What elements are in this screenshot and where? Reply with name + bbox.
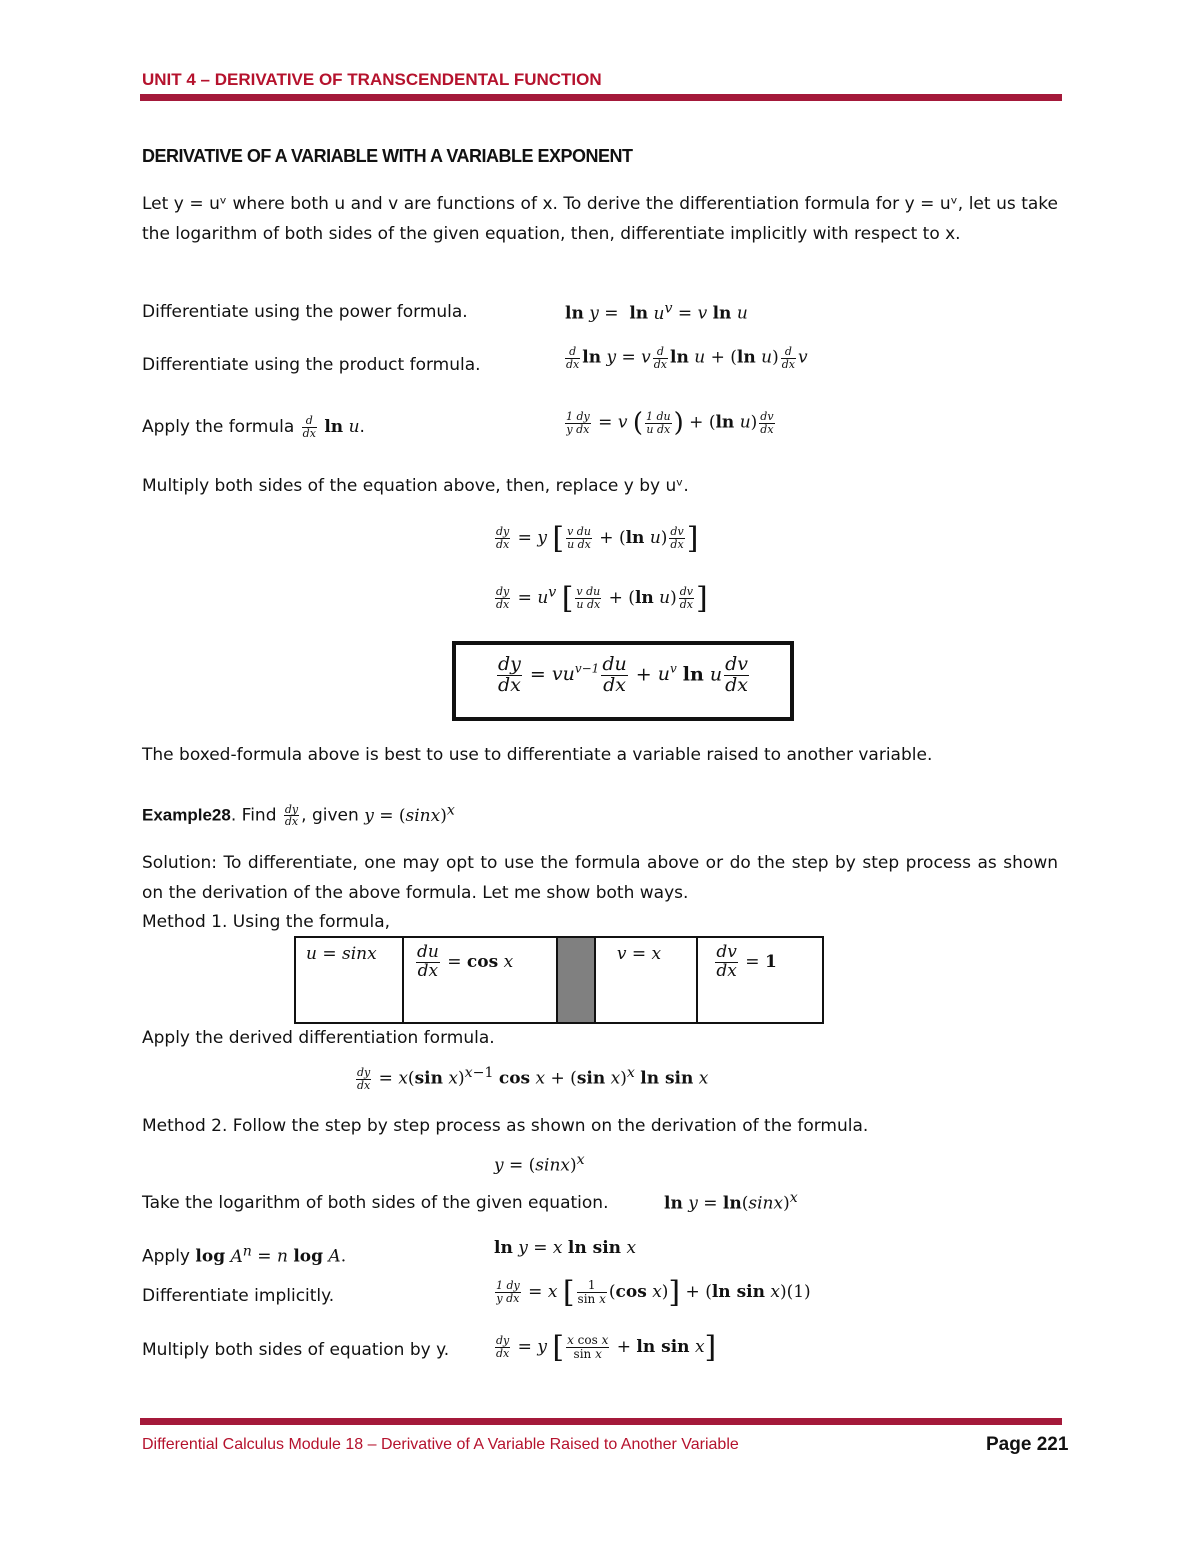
cell-separator xyxy=(557,937,595,1023)
method2-label: Method 2. Follow the step by step process as shown on the derivation of the formula. xyxy=(142,1116,869,1136)
method2-step3-label: Differentiate implicitly. xyxy=(142,1286,335,1306)
derivation-step2-label: Differentiate using the product formula. xyxy=(142,355,481,375)
apply-formula-label: Apply the derived differentiation formula. xyxy=(142,1028,495,1048)
example-label: Example28 xyxy=(142,805,231,825)
intro-paragraph: Let y = uᵛ where both u and v are functions of x. To derive the differentiation formula for y = uᵛ, let us take the logarithm of both sides of the given equation, then, differentiate implicitly with respect to x. xyxy=(142,194,1058,244)
header-rule xyxy=(140,94,1062,101)
substitution-table xyxy=(294,936,824,1024)
derivation-step3-label: Apply the formula $\frac{d}{dx}$ ln u. xyxy=(142,413,365,440)
derivation-step4-label: Multiply both sides of the equation above, then, replace y by uᵛ. xyxy=(142,476,689,496)
footer-module-text: Differential Calculus Module 18 – Derivative of A Variable Raised to Another Variable xyxy=(142,1436,739,1453)
derivation-step1-eq: $\ln y = \ln u^v = v$ ln u xyxy=(565,300,748,324)
method2-step2-eq: ln y = x ln sin x xyxy=(494,1238,637,1258)
cell-du: $\frac{du}{dx}$ = cos x xyxy=(403,937,557,1023)
section-title: DERIVATIVE OF A VARIABLE WITH A VARIABLE EXPONENT xyxy=(142,146,633,166)
method2-step2-label: Apply $\log A^n = n$ log A. xyxy=(142,1243,347,1267)
boxed-formula-note: The boxed-formula above is best to use to differentiate a variable raised to another variable. xyxy=(142,745,933,765)
method2-step4-eq: $\frac{dy}{dx}$ = y [ $\frac{\text{x cos x}}{\text{sin x}}$ + ln sin x] xyxy=(496,1330,717,1365)
solution-paragraph: Solution: To differentiate, one may opt to use the formula above or do the step by step process as shown on the derivation of the above formula. Let me show both ways. xyxy=(142,853,1058,903)
derivation-step2-eq: $\frac{d}{dx}$ ln y = v $\frac{d}{dx}$ ln u + (ln u) $\frac{d}{dx}$ v xyxy=(566,345,808,371)
derivation-step1-label: Differentiate using the power formula. xyxy=(142,302,468,322)
cell-v: v = x xyxy=(595,937,697,1023)
page-number: Page 221 xyxy=(986,1434,1069,1455)
example-heading: Example28. Find $\frac{dy}{dx}$ , given $y = (\sin x)^x$ xyxy=(142,802,455,829)
boxed-formula: $\frac{dy}{dx}$ = $vu^{v-1}$ $\frac{du}{dx}$ + $u^v$ ln u $\frac{dv}{dx}$ xyxy=(452,641,794,721)
cell-u: u = sinx xyxy=(295,937,403,1023)
method2-step3-eq: $\frac{1 dy}{\text{y dx}}$ = x [ $\frac{1}{\text{sin x}}$ (cos x)] + (ln sin x)(1) xyxy=(496,1275,811,1310)
method1-result-eq: $\frac{dy}{dx}$ = x(sin x)$^{x-1}$ cos x + (sin x)$^x$ ln sin x xyxy=(357,1065,709,1092)
method2-step1-eq: $\ln y = \ln(\sin x)^x$ xyxy=(664,1190,798,1214)
footer-rule xyxy=(140,1418,1062,1425)
method2-step4-label: Multiply both sides of equation by y. xyxy=(142,1340,450,1360)
cell-dv: $\frac{dv}{dx}$ = 1 xyxy=(697,937,823,1023)
method1-label: Method 1. Using the formula, xyxy=(142,912,391,932)
derivation-step3-eq: $\frac{1 dy}{\text{y dx}}$ = v ( $\frac{1 du}{\text{u dx}}$ ) + (ln u) $\frac{dv}{dx}$ xyxy=(566,408,774,438)
method2-given-eq: $y = (\sin x)^x$ xyxy=(494,1152,585,1176)
unit-header: UNIT 4 – DERIVATIVE OF TRANSCENDENTAL FUNCTION xyxy=(142,70,602,89)
derivation-eq-y: $\frac{dy}{dx}$ = y [ $\frac{\text{v du}}{\text{u dx}}$ + (ln u) $\frac{dv}{dx}$ ] xyxy=(496,521,699,556)
derivation-eq-uv: $\frac{dy}{dx}$ = $u^v$ [ $\frac{\text{v du}}{\text{u dx}}$ + (ln u) $\frac{dv}{dx}$ ] xyxy=(496,581,708,616)
method2-step1-label: Take the logarithm of both sides of the given equation. xyxy=(142,1193,609,1213)
